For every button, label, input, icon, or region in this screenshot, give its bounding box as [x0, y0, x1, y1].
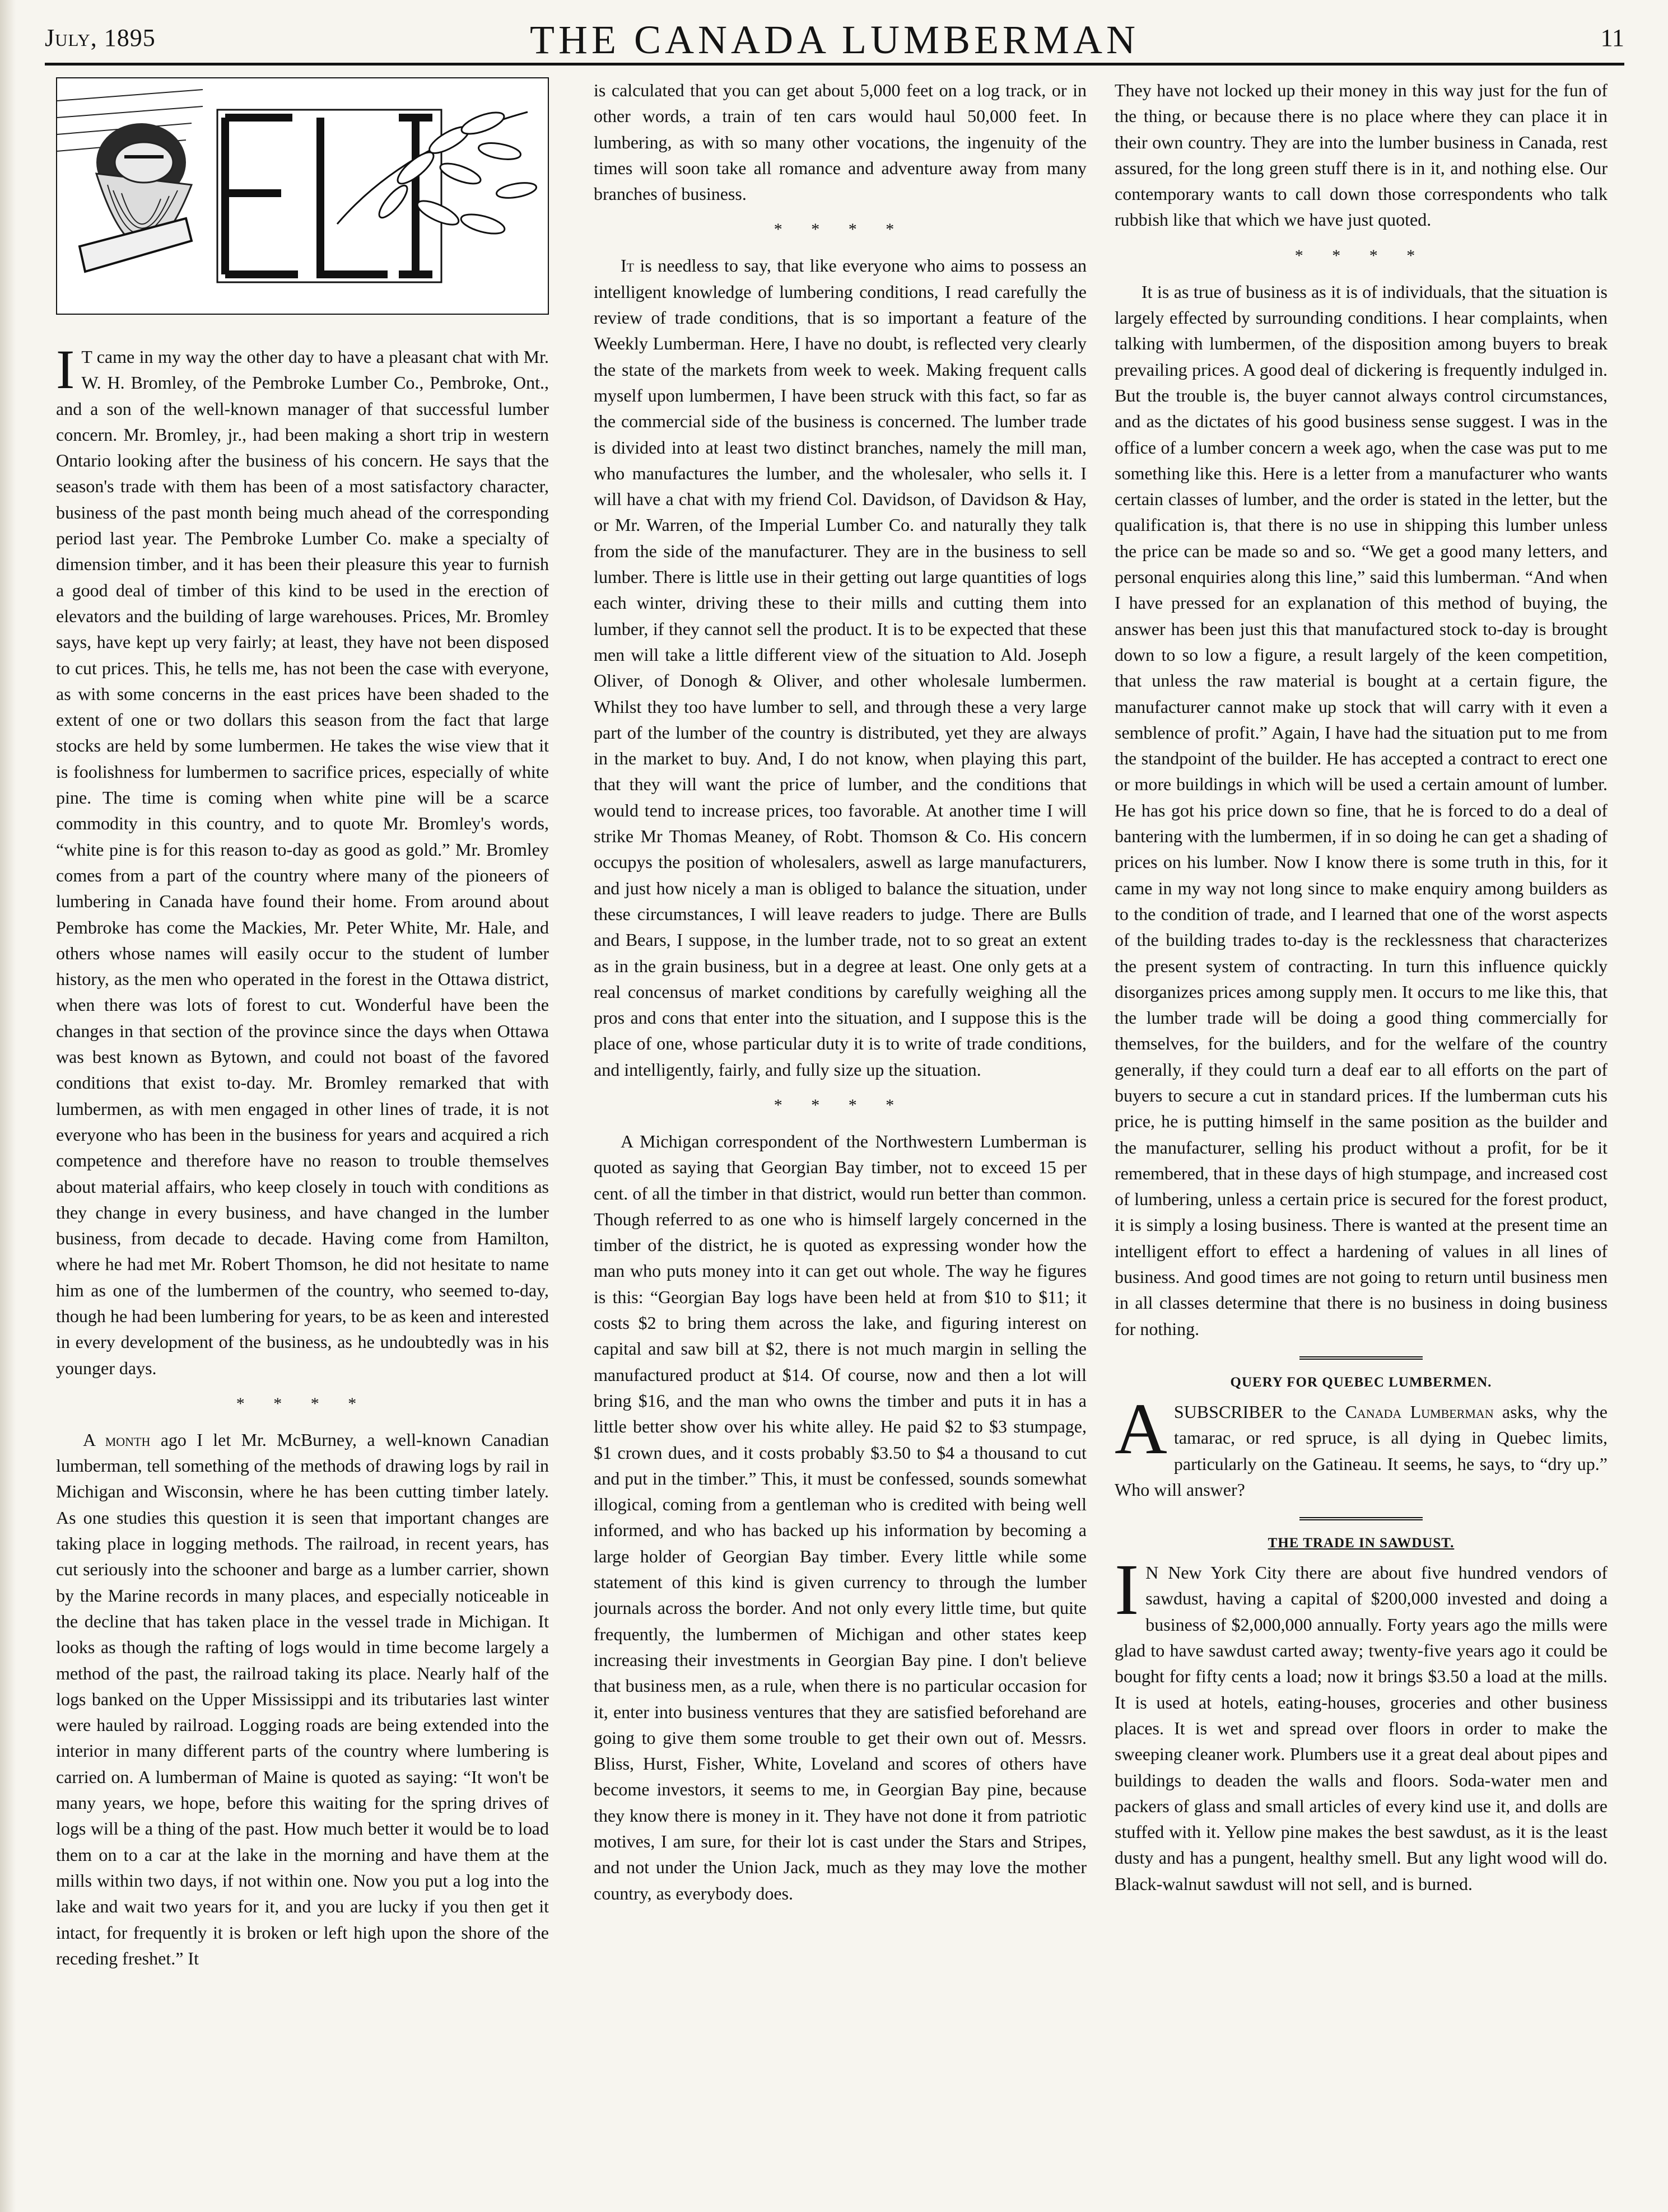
journal-name: Canada Lumberman — [1345, 1401, 1494, 1422]
drop-cap: I — [56, 338, 75, 400]
drop-cap: A — [1115, 1388, 1167, 1469]
business-conditions-article: It is as true of business as it is of individuals, that the situation is largely effected by surrounding conditions. I hear complaints, when talking with lumbermen, of the disposition among buyers to break prevailing prices. A good deal of dickering is frequently indulged in. But the trouble is, the buyer cannot always control circumstances, and as the dictates of his good business sense suggest. I was in the office of a lumber concern a week ago, when the case was put to me something like this. Here is a letter from a manufacturer who wants certain classes of lumber, and the order is stated in the letter, but the qualification is, that there is no use in shipping this lumber unless the price can be made so and so. “We get a good many letters, and personal enquiries along this line,” said this lumberman. “And when I have pressed for an explanation of this method of buying, the answer has been just this that manufactured stock to-day is brought down to so low a figure, a result largely of the keen competition, that unless the raw material is bought at a certain figure, the manufacturer cannot make up stock that will carry with it even a semblence of profit.” Again, I have had the situation put to me from the standpoint of the builder. He has accepted a contract to erect one or more buildings in which will be used a certain amount of lumber. He has got his price down so fine, that he is forced to do a deal of bantering with the lumbermen, if in so doing he can get a shading of prices on his lumber. Now I know there is some truth in this, for it came in my way not long since to make enquiry among builders as to the condition of trade, and I learned that one of the worst aspects of the building trades to-day is the recklessness that characterizes the present system of contracting. In turn this influence quickly disorganizes prices among supply men. It occurs to me like this, that the lumber trade will be doing a good thing commercially for themselves, for the builders, and for the welfare of the country generally, if they could turn a deaf ear to all efforts on the part of buyers to secure a cut in standard prices. If the lumberman cuts his price, he is putting himself in the same position as the builder and the manufacturer, selling his product without a profit, for be it remembered, that in these days of high stumpage, and increased cost of lumbering, unless a certain price is secured for the forest product, it is simply a losing business. There is wanted at the present time an intelligent effort to effect a hardening of values in all lines of business. And good times are not going to return until business men in all classes determine that there is no business in doing business for nothing. — [1115, 281, 1608, 1339]
section-separator: * * * * — [774, 1095, 907, 1114]
section-separator: * * * * — [1294, 246, 1428, 265]
lead-words: A month — [83, 1429, 151, 1450]
masthead — [45, 17, 1624, 62]
bromley-article-text: T came in my way the other day to have a pleasant chat with Mr. W. H. Bromley, of the Pembroke Lumber Co., Pembroke, Ont., and a son of the well-known manager of that successful lumber concern. Mr. Bromley, jr., had been making a short trip in western Ontario looking after the business of his concern. He says that the season's trade with them has been of a most satisfactory character, business of the past month being much ahead of the corresponding period last year. The Pembroke Lumber Co. make a specialty of dimension timber, and it has been their pleasure this year to furnish a good deal of timber of this kind to be used in the erection of elevators and the building of large warehouses. Prices, Mr. Bromley says, have kept up very fairly; at least, they have not been disposed to cut prices. This, he tells me, has not been the case with everyone, as with some concerns in the east prices have been shaded to the extent of one or two dollars this season from the fact that large stocks are held by some lumbermen. He takes the wise view that it is foolishness for lumbermen to sacrifice prices, especially of white pine. The time is coming when white pine will be a scarce commodity in this country, and to quote Mr. Bromley's words, “white pine is for this reason to-day as good as gold.” Mr. Bromley comes from a part of the country where many of the pioneers of lumbering in Canada have found their home. From around about Pembroke has come the Mackies, Mr. Peter White, Mr. Hale, and others whose names will easily occur to the student of lumber history, as the men who operated in the forest in the Ottawa district, when there was lots of forest to cut. Wonderful have been the changes in that section of the province since the days when Ottawa was best known as Bytown, and could not boast of the favored conditions that exist to-day. Mr. Bromley remarked that with lumbermen, as with men engaged in other lines of trade, it is not everyone who has been in the business for years and acquired a rich competence and therefore have no reason to trouble themselves about material affairs, who keep closely in touch with conditions as they change in every business, and have changed in the lumber business, from decade to decade. Having come from Hamilton, where he had met Mr. Robert Thomson, he did not hesitate to name him as one of the lumbermen of the country, who seemed to-day, though he had been lumbering for years, to be as keen and interested in every development of the business, as he undoubtedly was in his younger days. — [56, 347, 549, 1378]
mcburney-article-text: ago I let Mr. McBurney, a well-known Canadian lumberman, tell something of the methods of drawing logs by rail in Michigan and Wisconsin, where he has been cutting timber lately. As one studies this question it is seen that important changes are taking place in logging methods. The railroad, in recent years, has cut seriously into the schooner and barge as a lumber carrier, shown by the Marine records in many places, and especially noticeable in the decline that has taken place in the vessel trade in Michigan. It looks as though the rafting of logs would in time become largely a method of the past, the railroad taking its place. Nearly half of the logs banked on the Upper Mississippi and its tributaries last winter were hauled by railroad. Logging roads are being extended into the interior in many different parts of the country where lumbering is carried on. A lumberman of Maine is quoted as saying: “It won't be many years, we hope, before this waiting for the spring drives of logs will be a thing of the past. How much better it would be to load them on to a car at the lake in the morning and have them at the mills within two days, if not within one. Now you put a log into the lake and wait two years for it, and you are lucky if you then get it intact, for frequently it is broken or left high upon the shore of the receding freshet.” It — [56, 1429, 549, 1968]
column-3 — [1115, 77, 1608, 2200]
section-rule — [1299, 1517, 1423, 1520]
georgian-bay-continuation: They have not locked up their money in this way just for the fun of the thing, or because there is no place where they can place it in their own country. They are into the lumber business in Canada, rest assured, for the long green stuff there is in it, and nothing else. Our contemporary wants to call down those correspondents who talk rubbish like that which we have just quoted. — [1115, 80, 1608, 230]
page-binding-edge — [0, 0, 16, 2212]
section-rule — [1299, 1356, 1423, 1360]
publication-title: THE CANADA LUMBERMAN — [529, 17, 1140, 62]
column-2 — [594, 77, 1087, 2200]
quebec-query-text: A SUBSCRIBER to the Canada Lumberman asks, why the tamarac, or red spruce, is all dying in Quebec limits, particularly on the Gatineau. It seems, he says, to “dry up.” Who will answer? — [1115, 1388, 1608, 1500]
bearded-man-reading-icon — [57, 78, 548, 314]
section-separator: * * * * — [774, 220, 907, 239]
georgian-bay-article: A Michigan correspondent of the Northwestern Lumberman is quoted as saying that Georgian Bay timber, not to exceed 15 per cent. of all the timber in that district, would run better than common. Though referred to as one who is himself largely concerned in the timber of the district, he is quoted as expressing wonder how the man who puts money into it can get out whole. The way he figures is this: “Georgian Bay logs have been held at from $10 to $11; it costs $2 to bring them across the lake, and figuring interest on capital and saw bill at $2, there is not much margin in selling the manufactured product at $14. Of course, now and then a lot will bring $16, and the man who owns the timber and puts it in has a little better show over his white alley. He paid $2 to $3 stumpage, $1 crown dues, and it costs probably $3.50 to $4 a thousand to cut and put in the timber.” This, it must be confessed, sounds somewhat illogical, coming from a gentleman who is credited with being well informed, and who has backed up his information by becoming a large holder of Georgian Bay timber. Every little while some statement of this kind is given currency to through the lumber journals across the border. And not only every little time, but quite frequently, the lumbermen of Michigan and other states keep increasing their investments in Georgian Bay pine. I don't believe that business men, as a rule, when there is no particular occasion for it, enter into business ventures that they are satisfied beforehand are going to give them some trouble to get their own out of. Messrs. Bliss, Hurst, Fisher, White, Loveland and scores of others have become investors, it seems to me, in Georgian Bay pine, because they know there is money in it. They have not done it from patriotic motives, I am sure, for their lot is cast under the Stars and Stripes, and not under the Union Jack, much as they may love the mother country, as everybody does. — [594, 1131, 1087, 1903]
sawdust-article — [1115, 1550, 1608, 1897]
column-1 — [56, 77, 549, 2200]
trade-review-article — [594, 253, 1087, 1082]
quebec-query-heading: QUERY FOR QUEBEC LUMBERMEN. — [1230, 1374, 1492, 1390]
mcburney-article — [56, 1427, 549, 1971]
page-number: 11 — [1600, 24, 1624, 52]
issue-date: July, 1895 — [45, 24, 156, 52]
lead-words: It — [621, 255, 635, 276]
sawdust-article-text: N New York City there are about five hundred vendors of sawdust, having a capital of $200,000 invested and doing a business of $2,000,000 annually. Forty years ago the mills were glad to have sawdust carted away; twenty-five years ago it could be bought for fifty cents a load; now it brings $3.50 a load at the mills. It is used at hotels, eating-houses, groceries and other business places. It is wet and spread over floors in order to make the sweeping cleaner work. Plumbers use it a great deal about pipes and buildings to deaden the walls and floors. Soda-water men and packers of glass and small articles of every kind use it, and dolls are stuffed with it. Yellow pine makes the best sawdust, as it is the least dusty and has a pungent, healthy smell. But any light wood will do. Black-walnut sawdust will not sell, and is burned. — [1115, 1562, 1608, 1894]
drop-cap: I — [1115, 1550, 1139, 1631]
eli-illustration — [56, 77, 549, 315]
trade-review-text: is needless to say, that like everyone who aims to possess an intelligent knowledge of lumbering conditions, I read carefully the review of trade conditions, that is so important a feature of the Weekly Lumberman. Here, I have no doubt, is reflected very clearly the state of the markets from week to week. Making frequent calls myself upon lumbermen, I have been struck with this fact, so far as the commercial side of the business is concerned. The lumber trade is divided into at least two distinct branches, namely the mill man, who manufactures the lumber, and the wholesaler, who sells it. I will have a chat with my friend Col. Davidson, of Davidson & Hay, or Mr. Warren, of the Imperial Lumber Co. and naturally they talk from the side of the manufacturer. They are in the business to sell lumber. There is little use in their getting out large quantities of logs each winter, driving these to their mills and cutting them into lumber, if they cannot sell the product. It is to be expected that these men will take a little different view of the situation to Ald. Joseph Oliver, of Donogh & Oliver, and other wholesale lumbermen. Whilst they too have lumber to sell, and through these a very large part of the lumber of the country is distributed, yet they are always in the market to buy. And, I do not know, when playing this part, that they will want the price of lumber, and the conditions that would tend to increase prices, too favorable. At another time I will strike Mr Thomas Meaney, of Robt. Thomson & Co. His concern occupys the position of wholesalers, aswell as large manufacturers, and just how nicely a man is obliged to balance the situation, under these circumstances, I will leave readers to judge. There are Bulls and Bears, I suppose, in the lumber trade, not to so great an extent as in the grain business, but in a degree at least. One only gets at a real concensus of market conditions by carefully weighing all the pros and cons that enter into the situation, and I suppose this is the place of one, whose particular duty it is to write of trade conditions, and intelligently, fairly, and fully size up the situation. — [594, 255, 1087, 1080]
masthead-rule — [45, 63, 1624, 66]
sawdust-heading: THE TRADE IN SAWDUST. — [1268, 1536, 1455, 1551]
bromley-article — [56, 338, 549, 1381]
logging-continuation: is calculated that you can get about 5,000 feet on a log track, or in other words, a train of ten cars would haul 50,000 feet. In lumbering, as with so many other vocations, the ingenuity of the times will soon take all romance and adventure away from many branches of business. — [594, 80, 1087, 204]
section-separator: * * * * — [236, 1394, 369, 1413]
